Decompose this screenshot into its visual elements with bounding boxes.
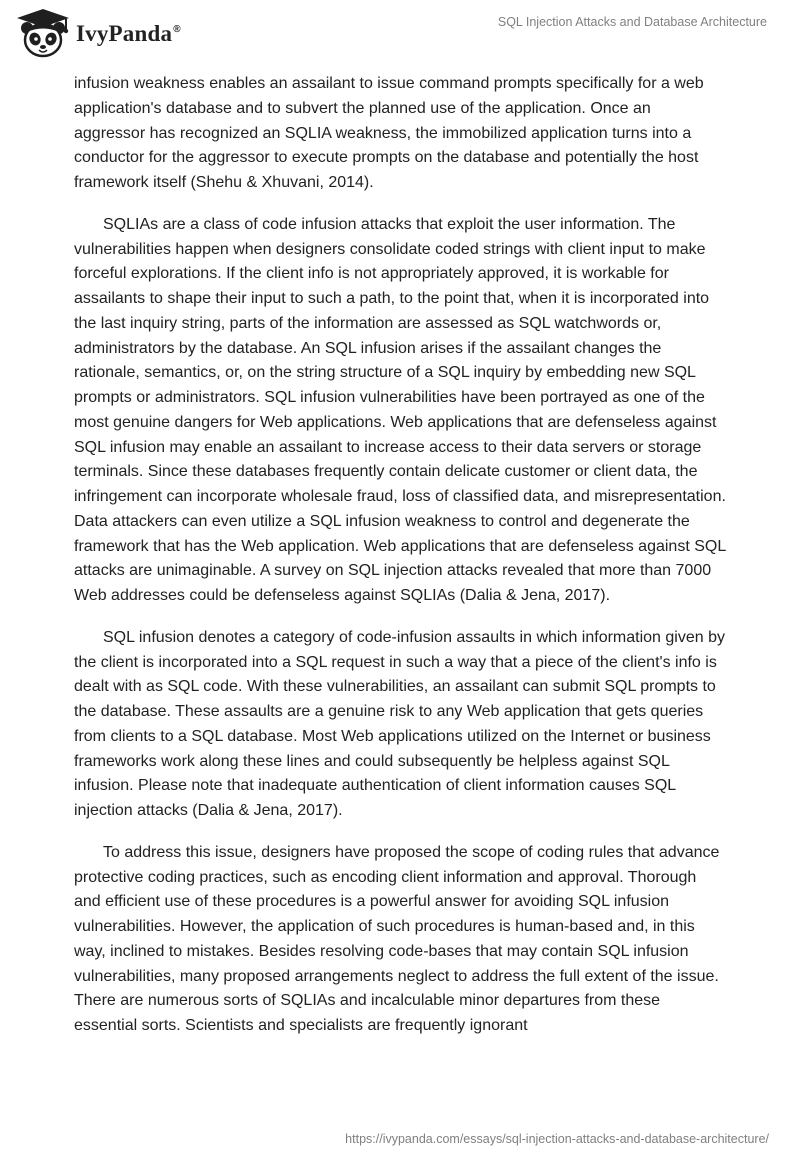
source-url[interactable]: https://ivypanda.com/essays/sql-injection-attacks-and-database-architecture/ bbox=[345, 1132, 769, 1146]
paragraph-1: infusion weakness enables an assailant to issue command prompts specifically for a web application's database and to subvert the planned use of the application. Once an aggressor has recognized an SQLIA weakness, the immobilized application turns into a conductor for the aggressor to execute prompts on the database and potentially the host framework itself (Shehu & Xhuvani, 2014). bbox=[74, 75, 704, 191]
paragraph-2: SQLIAs are a class of code infusion attacks that exploit the user information. The vulnerabilities happen when designers consolidate coded strings with client input to make forceful explorations. If the client info is not appropriately approved, it is workable for assailants to shape their input to such a path, to the point that, when it is incorporated into the last inquiry string, parts of the information are assessed as SQL watchwords or, administrators by the database. An SQL infusion arises if the assailant changes the rationale, semantics, or, on the string structure of a SQL inquiry by embedding new SQL prompts or administrators. SQL infusion vulnerabilities have been portrayed as one of the most genuine dangers for Web applications. Web applications that are defenseless against SQL infusion may enable an assailant to increase access to their data servers or storage terminals. Since these databases frequently contain delicate customer or client data, the infringement can incorporate wholesale fraud, loss of classified data, and misrepresentation. Data attackers can even utilize a SQL infusion weakness to control and degenerate the framework that has the Web application. Web applications that are defenseless against SQL attacks are unimaginable. A survey on SQL injection attacks revealed that more than 7000 Web addresses could be defenseless against SQLIAs (Dalia & Jena, 2017). bbox=[74, 215, 726, 604]
document-title: SQL Injection Attacks and Database Architecture bbox=[497, 15, 767, 29]
page-header bbox=[0, 0, 800, 70]
paragraph-3: SQL infusion denotes a category of code-infusion assaults in which information given by the client is incorporated into a SQL request in such a way that a piece of the client's info is dealt with as SQL code. With these vulnerabilities, an assailant can submit SQL prompts to the database. These assaults are a genuine risk to any Web application that gets queries from clients to a SQL database. Most Web applications utilized on the Internet or business frameworks work along these lines and could subsequently be helpless against SQL infusion. Please note that inadequate authentication of client information causes SQL injection attacks (Dalia & Jena, 2017). bbox=[74, 628, 725, 819]
paragraph-4: To address this issue, designers have proposed the scope of coding rules that advance protective coding practices, such as encoding client information and approval. Thorough and efficient use of these procedures is a powerful answer for avoiding SQL infusion vulnerabilities. However, the application of such procedures is human-based and, in this way, inclined to mistakes. Besides resolving code-bases that may contain SQL infusion vulnerabilities, many proposed arrangements neglect to address the full extent of the issue. There are numerous sorts of SQLIAs and incalculable minor departures from these essential sorts. Scientists and specialists are frequently ignorant bbox=[74, 843, 720, 1034]
registered-mark: ® bbox=[173, 24, 181, 36]
panda-logo-icon bbox=[14, 8, 72, 58]
logo[interactable] bbox=[14, 8, 181, 58]
brand-name bbox=[76, 21, 181, 47]
brand-name-text: IvyPanda bbox=[76, 21, 173, 46]
essay-body bbox=[74, 72, 726, 1056]
